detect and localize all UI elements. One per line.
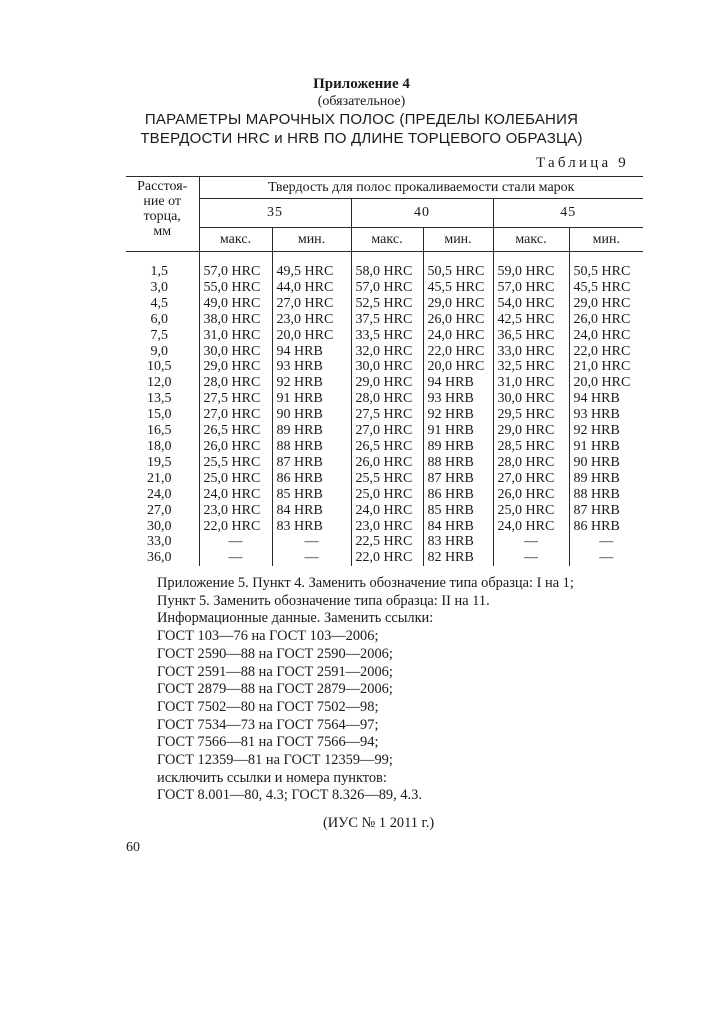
hardness-cell: 26,5 HRC [351, 439, 423, 455]
hardness-cell: 25,0 HRC [199, 471, 272, 487]
note-line: ГОСТ 7534—73 на ГОСТ 7564—97; [157, 716, 379, 733]
note-line: ГОСТ 12359—81 на ГОСТ 12359—99; [157, 752, 393, 769]
hardness-cell: 28,0 HRC [493, 455, 569, 471]
hardness-cell: 32,0 HRC [351, 344, 423, 360]
distance-cell: 12,0 [147, 375, 172, 391]
hardness-cell: 21,0 HRC [569, 359, 643, 375]
hardness-cell: 22,0 HRC [423, 344, 493, 360]
hardness-cell: 29,5 HRC [493, 407, 569, 423]
hardness-cell: — [569, 534, 643, 550]
hardness-cell: 37,5 HRC [351, 312, 423, 328]
table-row [126, 359, 643, 375]
hardness-cell: 82 HRB [423, 550, 493, 566]
hardness-cell: 26,0 HRC [199, 439, 272, 455]
hardness-cell: 29,0 HRC [423, 296, 493, 312]
hardness-cell: 44,0 HRC [272, 280, 351, 296]
hardness-cell: 22,5 HRC [351, 534, 423, 550]
hardness-cell: 24,0 HRC [199, 487, 272, 503]
hardness-span-header: Твердость для полос прокаливаемости стали марок [199, 177, 643, 199]
hardness-cell: 91 HRB [423, 423, 493, 439]
hardness-cell: — [493, 550, 569, 566]
hardness-cell: 28,0 HRC [199, 375, 272, 391]
hardness-cell: 57,0 HRC [199, 252, 272, 280]
hardness-cell: 22,0 HRC [351, 550, 423, 566]
distance-cell: 9,0 [150, 343, 168, 359]
hardness-cell: 26,0 HRC [569, 312, 643, 328]
hardness-cell: 91 HRB [569, 439, 643, 455]
table-row [126, 375, 643, 391]
max-subheader: макс. [199, 228, 272, 252]
hardness-cell: 90 HRB [272, 407, 351, 423]
distance-cell: 10,5 [147, 359, 172, 375]
hardness-cell: 94 HRB [569, 391, 643, 407]
hardness-cell: 92 HRB [272, 375, 351, 391]
distance-cell: 27,0 [147, 502, 172, 518]
hardness-cell: 27,5 HRC [199, 391, 272, 407]
note-line: Приложение 5. Пункт 4. Заменить обозначение типа образца: I на 1; [157, 575, 574, 591]
hardness-cell: 57,0 HRC [351, 280, 423, 296]
hardness-cell: 31,0 HRC [493, 375, 569, 391]
hardness-cell: 29,0 HRC [199, 359, 272, 375]
hardness-cell: 20,0 HRC [423, 359, 493, 375]
distance-header-line: ние от [143, 194, 182, 209]
hardness-cell: 29,0 HRC [569, 296, 643, 312]
hardness-cell: 26,0 HRC [493, 487, 569, 503]
hardness-cell: 83 HRB [423, 534, 493, 550]
appendix-subtitle: (обязательное) [317, 94, 406, 109]
hardness-cell: 31,0 HRC [199, 328, 272, 344]
hardness-cell: 29,0 HRC [351, 375, 423, 391]
table-row [126, 344, 643, 360]
hardness-cell: 27,0 HRC [493, 471, 569, 487]
table-row [126, 455, 643, 471]
max-subheader: макс. [351, 228, 423, 252]
table-row [126, 519, 643, 535]
hardness-cell: 49,0 HRC [199, 296, 272, 312]
hardness-cell: 36,5 HRC [493, 328, 569, 344]
table-row [126, 439, 643, 455]
distance-cell: 24,0 [147, 486, 172, 502]
hardness-cell: 30,0 HRC [351, 359, 423, 375]
heading-line: ТВЕРДОСТИ HRC и HRB ПО ДЛИНЕ ТОРЦЕВОГО ОБРАЗЦА) [140, 130, 583, 147]
hardness-cell: 25,5 HRC [199, 455, 272, 471]
hardness-cell: — [272, 534, 351, 550]
table-row [126, 423, 643, 439]
hardness-cell: 24,0 HRC [351, 503, 423, 519]
hardness-cell: — [493, 534, 569, 550]
hardness-cell: 88 HRB [272, 439, 351, 455]
appendix-heading [0, 110, 723, 148]
hardness-cell: — [199, 534, 272, 550]
hardness-cell: 88 HRB [569, 487, 643, 503]
table-label: Таблица 9 [536, 155, 629, 171]
distance-header-line: мм [153, 224, 172, 239]
page-number: 60 [126, 840, 140, 855]
hardness-cell: 27,0 HRC [199, 407, 272, 423]
min-subheader: мин. [569, 228, 643, 252]
distance-cell: 4,5 [150, 295, 168, 311]
hardness-cell: 26,0 HRC [351, 455, 423, 471]
distance-cell: 33,0 [147, 534, 172, 550]
distance-cell: 13,5 [147, 391, 172, 407]
hardness-cell: 85 HRB [272, 487, 351, 503]
hardness-cell: — [272, 550, 351, 566]
hardness-cell: 58,0 HRC [351, 252, 423, 280]
hardness-cell: 23,0 HRC [272, 312, 351, 328]
hardness-cell: 84 HRB [423, 519, 493, 535]
hardness-cell: 38,0 HRC [199, 312, 272, 328]
distance-column-header [126, 177, 199, 252]
hardness-cell: 25,0 HRC [493, 503, 569, 519]
hardness-cell: 88 HRB [423, 455, 493, 471]
grade-header: 35 [199, 199, 351, 228]
hardness-cell: 52,5 HRC [351, 296, 423, 312]
distance-header-line: торца, [143, 209, 181, 224]
hardness-cell: 92 HRB [423, 407, 493, 423]
hardness-cell: 45,5 HRC [423, 280, 493, 296]
hardness-cell: 29,0 HRC [493, 423, 569, 439]
hardness-cell: 20,0 HRC [272, 328, 351, 344]
hardness-cell: 45,5 HRC [569, 280, 643, 296]
hardness-cell: — [199, 550, 272, 566]
hardness-cell: 28,0 HRC [351, 391, 423, 407]
hardness-cell: 32,5 HRC [493, 359, 569, 375]
grade-header: 40 [351, 199, 493, 228]
hardness-cell: 23,0 HRC [199, 503, 272, 519]
hardness-cell: 20,0 HRC [569, 375, 643, 391]
table-row [126, 534, 643, 550]
distance-header-line: Расстоя- [137, 179, 188, 194]
table-row [126, 550, 643, 566]
hardness-cell: — [569, 550, 643, 566]
hardness-cell: 89 HRB [423, 439, 493, 455]
table-row [126, 296, 643, 312]
note-line: ГОСТ 2591—88 на ГОСТ 2591—2006; [157, 663, 393, 680]
hardness-cell: 27,5 HRC [351, 407, 423, 423]
hardness-cell: 33,0 HRC [493, 344, 569, 360]
distance-cell: 21,0 [147, 470, 172, 486]
hardness-cell: 42,5 HRC [493, 312, 569, 328]
note-line: ГОСТ 7502—80 на ГОСТ 7502—98; [157, 698, 379, 715]
table-row [126, 312, 643, 328]
hardness-cell: 86 HRB [569, 519, 643, 535]
hardness-cell: 25,0 HRC [351, 487, 423, 503]
hardness-cell: 84 HRB [272, 503, 351, 519]
hardness-cell: 27,0 HRC [272, 296, 351, 312]
table-body [126, 252, 643, 567]
hardness-cell: 87 HRB [272, 455, 351, 471]
note-line: ГОСТ 7566—81 на ГОСТ 7566—94; [157, 734, 379, 751]
hardness-cell: 59,0 HRC [493, 252, 569, 280]
hardness-cell: 94 HRB [272, 344, 351, 360]
table-row [126, 391, 643, 407]
table-row [126, 503, 643, 519]
hardness-cell: 89 HRB [272, 423, 351, 439]
hardness-cell: 22,0 HRC [569, 344, 643, 360]
table-row [126, 280, 643, 296]
table-row [126, 328, 643, 344]
min-subheader: мин. [423, 228, 493, 252]
hardness-cell: 33,5 HRC [351, 328, 423, 344]
hardness-cell: 93 HRB [272, 359, 351, 375]
hardness-cell: 49,5 HRC [272, 252, 351, 280]
hardness-cell: 91 HRB [272, 391, 351, 407]
note-line: Информационные данные. Заменить ссылки: [157, 610, 434, 627]
hardness-cell: 22,0 HRC [199, 519, 272, 535]
amendment-notes [157, 575, 574, 833]
hardness-cell: 86 HRB [272, 471, 351, 487]
distance-cell: 15,0 [147, 407, 172, 423]
distance-cell: 1,5 [150, 264, 168, 279]
note-line: ГОСТ 2879—88 на ГОСТ 2879—2006; [157, 681, 393, 698]
hardness-cell: 57,0 HRC [493, 280, 569, 296]
distance-cell: 36,0 [147, 550, 172, 566]
table-row [126, 487, 643, 503]
note-line: ГОСТ 8.001—80, 4.3; ГОСТ 8.326—89, 4.3. [157, 787, 422, 804]
distance-cell: 16,5 [147, 423, 172, 439]
hardness-cell: 27,0 HRC [351, 423, 423, 439]
hardness-cell: 24,0 HRC [493, 519, 569, 535]
hardness-cell: 92 HRB [569, 423, 643, 439]
max-subheader: макс. [493, 228, 569, 252]
table-row [126, 471, 643, 487]
hardness-table [126, 176, 643, 566]
heading-line: ПАРАМЕТРЫ МАРОЧНЫХ ПОЛОС (ПРЕДЕЛЫ КОЛЕБАНИЯ [144, 111, 579, 128]
distance-cell: 7,5 [150, 327, 168, 343]
hardness-cell: 26,5 HRC [199, 423, 272, 439]
hardness-cell: 93 HRB [569, 407, 643, 423]
appendix-title: Приложение 4 [313, 76, 410, 92]
hardness-cell: 87 HRB [423, 471, 493, 487]
hardness-cell: 87 HRB [569, 503, 643, 519]
hardness-cell: 86 HRB [423, 487, 493, 503]
table-row [126, 407, 643, 423]
hardness-cell: 85 HRB [423, 503, 493, 519]
hardness-cell: 93 HRB [423, 391, 493, 407]
note-line: исключить ссылки и номера пунктов: [157, 769, 387, 786]
hardness-cell: 50,5 HRC [423, 252, 493, 280]
distance-cell: 30,0 [147, 518, 172, 534]
note-line: Пункт 5. Заменить обозначение типа образца: II на 11. [157, 592, 490, 609]
note-line: ГОСТ 2590—88 на ГОСТ 2590—2006; [157, 645, 393, 662]
hardness-cell: 24,0 HRC [423, 328, 493, 344]
issue-reference: (ИУС № 1 2011 г.) [323, 815, 435, 832]
hardness-cell: 54,0 HRC [493, 296, 569, 312]
distance-cell: 18,0 [147, 438, 172, 454]
hardness-cell: 55,0 HRC [199, 280, 272, 296]
distance-cell: 6,0 [150, 311, 168, 327]
hardness-cell: 30,0 HRC [199, 344, 272, 360]
grade-header: 45 [493, 199, 643, 228]
distance-cell: 19,5 [147, 454, 172, 470]
hardness-cell: 26,0 HRC [423, 312, 493, 328]
hardness-cell: 89 HRB [569, 471, 643, 487]
distance-cell: 3,0 [150, 279, 168, 295]
note-line: ГОСТ 103—76 на ГОСТ 103—2006; [157, 628, 379, 645]
hardness-cell: 50,5 HRC [569, 252, 643, 280]
hardness-cell: 94 HRB [423, 375, 493, 391]
hardness-cell: 83 HRB [272, 519, 351, 535]
table-row [126, 252, 643, 280]
min-subheader: мин. [272, 228, 351, 252]
hardness-cell: 30,0 HRC [493, 391, 569, 407]
hardness-cell: 23,0 HRC [351, 519, 423, 535]
hardness-cell: 28,5 HRC [493, 439, 569, 455]
hardness-cell: 25,5 HRC [351, 471, 423, 487]
hardness-cell: 24,0 HRC [569, 328, 643, 344]
hardness-cell: 90 HRB [569, 455, 643, 471]
